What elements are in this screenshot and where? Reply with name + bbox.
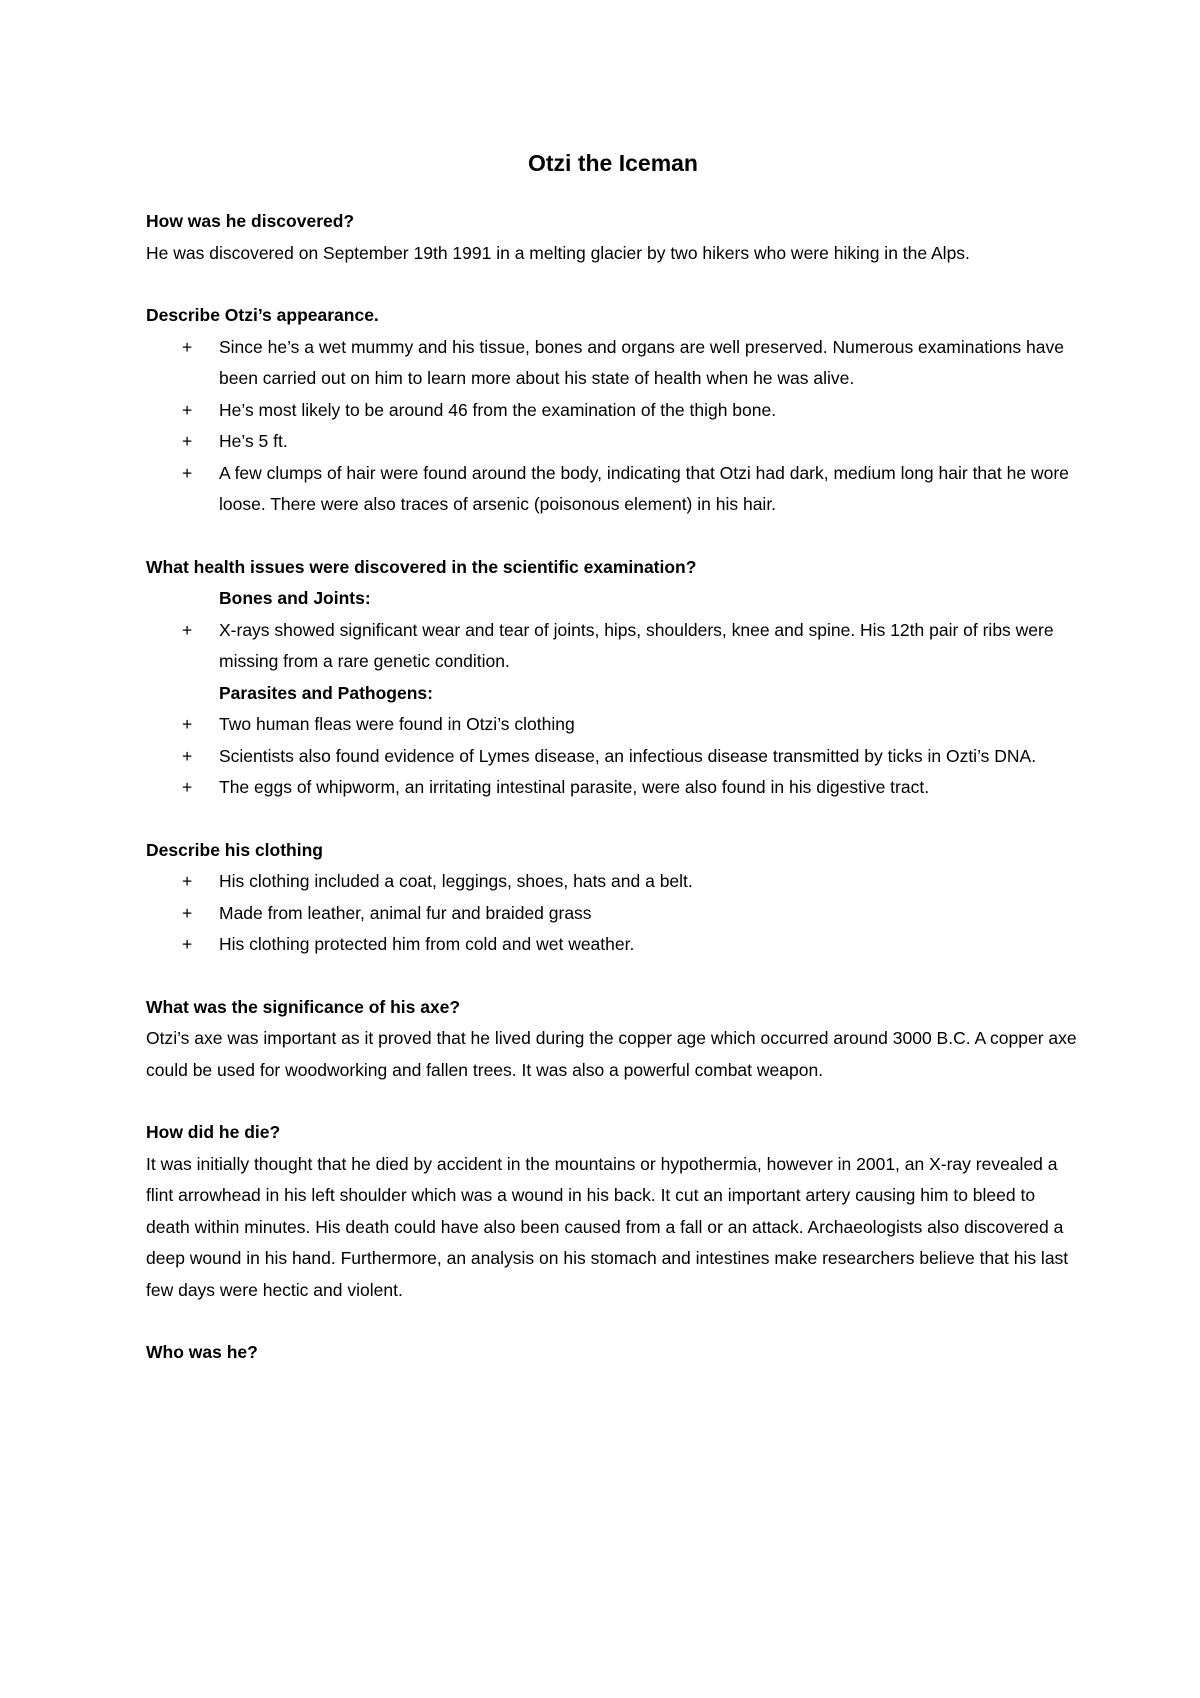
list-item: + X-rays showed significant wear and tear of joints, hips, shoulders, knee and spine. His 12th pair of ribs were missing from a rare genetic condition.: [146, 615, 1080, 678]
list-item: + He’s 5 ft.: [146, 426, 1080, 458]
question-heading: How did he die?: [146, 1122, 281, 1142]
question-heading: What was the significance of his axe?: [146, 996, 461, 1017]
subheading-bones-joints: Bones and Joints:: [219, 588, 371, 608]
subheading-parasites: Parasites and Pathogens:: [219, 682, 433, 703]
bullet-list: [146, 709, 1080, 804]
list-item: + The eggs of whipworm, an irritating intestinal parasite, were also found in his digestive tract.: [146, 772, 1080, 804]
list-item: + His clothing included a coat, leggings, shoes, hats and a belt.: [146, 866, 1080, 898]
page-title: Otzi the Iceman: [528, 150, 698, 176]
list-item: + A few clumps of hair were found around the body, indicating that Otzi had dark, medium long hair that he wore loose. There were also traces of arsenic (poisonous element) in his hair.: [146, 458, 1080, 521]
section-death: [146, 1117, 1080, 1306]
question-heading: Describe Otzi’s appearance.: [146, 305, 379, 325]
list-item: + Since he’s a wet mummy and his tissue, bones and organs are well preserved. Numerous examinations have been carried out on him to learn more about his state of health when he was alive.: [146, 332, 1080, 395]
question-heading: Who was he?: [146, 1342, 258, 1362]
answer-paragraph: It was initially thought that he died by accident in the mountains or hypothermia, however in 2001, an X-ray revealed a flint arrowhead in his left shoulder which was a wound in his back. It cut an important artery causing him to bleed to death within minutes. His death could have also been caused from a fall or an attack. Archaeologists also discovered a deep wound in his hand. Furthermore, an analysis on his stomach and intestines make researchers believe that his last few days were hectic and violent.: [146, 1153, 1069, 1300]
bullet-list: [146, 615, 1080, 678]
section-axe: [146, 992, 1080, 1087]
list-item: + Two human fleas were found in Otzi’s clothing: [146, 709, 1080, 741]
section-health: [146, 552, 1080, 804]
bullet-list: [146, 866, 1080, 961]
list-item: + Made from leather, animal fur and braided grass: [146, 898, 1080, 930]
section-clothing: [146, 835, 1080, 961]
list-item: + Scientists also found evidence of Lymes disease, an infectious disease transmitted by ticks in Ozti’s DNA.: [146, 741, 1080, 773]
answer-paragraph: He was discovered on September 19th 1991 in a melting glacier by two hikers who were hiking in the Alps.: [146, 242, 970, 263]
list-item: + He’s most likely to be around 46 from the examination of the thigh bone.: [146, 395, 1080, 427]
list-item: + His clothing protected him from cold and wet weather.: [146, 929, 1080, 961]
question-heading: How was he discovered?: [146, 211, 355, 231]
bullet-list: [146, 332, 1080, 521]
answer-paragraph: Otzi’s axe was important as it proved that he lived during the copper age which occurred around 3000 B.C. A copper axe could be used for woodworking and fallen trees. It was also a powerful combat weapon.: [146, 1028, 1077, 1080]
question-heading: What health issues were discovered in the scientific examination?: [146, 556, 697, 577]
section-appearance: [146, 300, 1080, 521]
section-identity: [146, 1337, 1080, 1369]
question-heading: Describe his clothing: [146, 839, 323, 860]
section-discovery: [146, 206, 1080, 269]
